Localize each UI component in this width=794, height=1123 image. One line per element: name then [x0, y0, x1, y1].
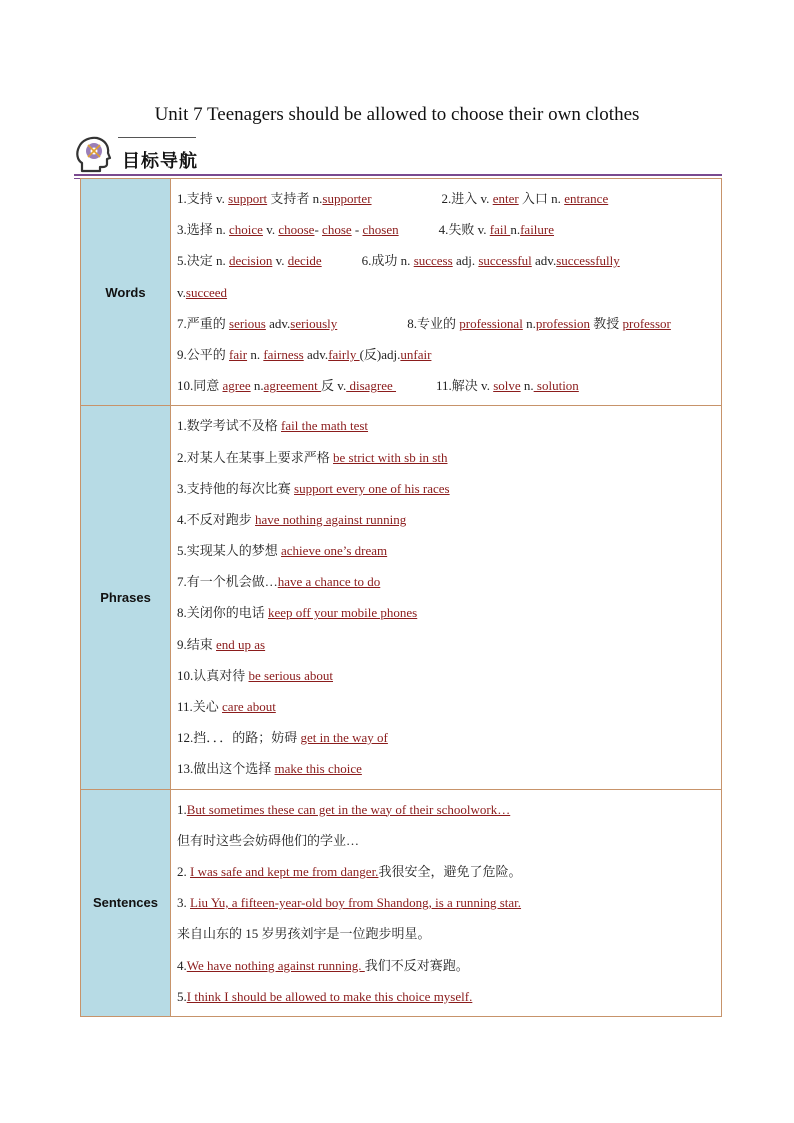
goal-title: 目标导航 — [122, 151, 198, 172]
sentences-body — [171, 790, 721, 1016]
word-prompt: n. — [510, 222, 521, 238]
word-answer: fail — [489, 222, 511, 238]
word-answer: solve — [493, 378, 521, 394]
word-answer: professional — [459, 315, 523, 331]
word-answer: decide — [287, 253, 322, 269]
word-answer: successful — [478, 253, 532, 269]
sentence-answer: I was safe and kept me from danger. — [190, 863, 379, 879]
word-prompt: n. — [520, 378, 534, 394]
sentences-label: Sentences — [81, 790, 171, 1016]
list-item — [177, 950, 713, 981]
word-prompt: n. — [250, 378, 264, 394]
phrase-prompt: 8.关闭你的电话 — [177, 605, 269, 621]
list-item — [177, 473, 713, 504]
phrase-answer: care about — [222, 699, 276, 714]
word-prompt: 8.专业的 — [407, 315, 460, 331]
word-prompt: 反 v. — [321, 378, 347, 394]
phrase-prompt: 10.认真对待 — [177, 667, 249, 683]
sentence-translation: 我很安全，避免了危险。 — [378, 863, 522, 879]
word-prompt: 1.支持 v. — [177, 191, 229, 206]
page-title: Unit 7 Teenagers should be allowed to choose their own clothes — [154, 104, 640, 125]
list-item — [177, 277, 713, 308]
word-answer: agreement — [263, 378, 322, 394]
list-item — [177, 370, 713, 401]
list-item — [177, 504, 713, 535]
word-answer: solution — [533, 378, 579, 394]
word-answer: enter — [492, 191, 519, 206]
word-prompt: adv. — [265, 315, 291, 331]
list-item — [177, 794, 713, 825]
list-item — [177, 442, 713, 473]
word-prompt: (反)adj. — [359, 346, 401, 362]
word-prompt: adv. — [531, 253, 557, 269]
list-item — [177, 535, 713, 566]
word-answer: entrance — [564, 191, 609, 206]
list-item — [177, 566, 713, 597]
word-answer: chose — [322, 222, 352, 238]
word-answer: professor — [622, 315, 671, 331]
sentences-section — [81, 789, 721, 1016]
word-answer: disagree — [346, 378, 397, 394]
word-prompt: 入口 n. — [518, 191, 565, 206]
word-answer: fairly — [328, 346, 360, 362]
head-gear-icon — [74, 135, 112, 175]
phrases-label: Phrases — [81, 406, 171, 788]
word-prompt: v. — [177, 284, 186, 300]
word-prompt: 11.解决 v. — [436, 378, 494, 394]
word-prompt: 4.失败 v. — [438, 222, 490, 238]
word-prompt: v. — [272, 253, 288, 269]
sentence-answer: But sometimes these can get in the way of their schoolwork… — [186, 801, 511, 817]
phrase-prompt: 13.做出这个选择 — [177, 761, 275, 777]
word-prompt: 6.成功 n. — [361, 253, 414, 269]
list-item — [177, 410, 713, 441]
word-prompt: 3.选择 n. — [177, 222, 230, 238]
word-answer: failure — [520, 222, 555, 238]
sentence-translation: 来自山东的 15 岁男孩刘宇是一位跑步明星。 — [177, 926, 431, 942]
word-answer: decision — [229, 253, 273, 269]
list-item — [177, 981, 713, 1012]
word-answer: agree — [222, 378, 251, 394]
word-prompt: 2.进入 v. — [441, 191, 493, 206]
word-prompt: 支持者 n. — [267, 191, 323, 206]
goal-header — [74, 135, 722, 179]
list-item — [177, 825, 713, 856]
list-item — [177, 918, 713, 949]
list-item — [177, 887, 713, 918]
word-prompt: - — [351, 222, 363, 238]
sentence-number: 2. — [177, 863, 190, 879]
divider — [118, 137, 196, 138]
word-answer: chosen — [362, 222, 399, 238]
phrase-answer: get in the way of — [300, 730, 388, 746]
word-prompt: 7.严重的 — [177, 315, 230, 331]
phrase-answer: keep off your mobile phones — [268, 605, 418, 621]
word-answer: fair — [229, 346, 248, 362]
list-item — [177, 660, 713, 691]
word-prompt: - — [314, 222, 323, 238]
phrase-prompt: 5.实现某人的梦想 — [177, 543, 282, 559]
phrase-prompt: 7.有一个机会做… — [177, 574, 278, 590]
sentence-translation: 但有时这些会妨碍他们的学业… — [177, 832, 360, 848]
content-table — [80, 178, 722, 1017]
word-answer: profession — [535, 315, 590, 331]
word-answer: fairness — [263, 346, 304, 362]
word-prompt: 10.同意 — [177, 378, 223, 394]
sentence-number: 3. — [177, 895, 190, 911]
word-prompt: adj. — [452, 253, 479, 269]
phrase-answer: fail the math test — [281, 418, 369, 434]
phrase-prompt: 12.挡．．．的路；妨碍 — [177, 730, 301, 746]
word-answer: choose — [278, 222, 315, 238]
phrase-answer: be serious about — [248, 667, 333, 683]
word-answer: successfully — [556, 253, 620, 269]
list-item — [177, 856, 713, 887]
word-prompt: n. — [247, 346, 264, 362]
phrases-section — [81, 405, 721, 788]
word-answer: success — [413, 253, 453, 269]
sentence-number: 4. — [177, 957, 187, 973]
phrase-prompt: 3.支持他的每次比赛 — [177, 480, 295, 496]
phrase-prompt: 2.对某人在某事上要求严格 — [177, 449, 334, 465]
sentence-answer: I think I should be allowed to make this choice myself. — [186, 988, 473, 1004]
phrases-body — [171, 406, 721, 788]
words-label: Words — [81, 179, 171, 405]
word-prompt: 教授 — [589, 315, 623, 331]
sentence-number: 5. — [177, 988, 187, 1004]
list-item — [177, 629, 713, 660]
sentence-answer: We have nothing against running. — [186, 957, 365, 973]
phrase-answer: be strict with sb in sth — [333, 449, 448, 465]
sentence-answer: Liu Yu, a fifteen-year-old boy from Shandong, is a running star. — [190, 895, 522, 911]
phrase-answer: achieve one’s dream — [281, 543, 388, 559]
phrase-answer: have a chance to do — [277, 574, 381, 590]
phrase-answer: end up as — [216, 636, 266, 652]
word-answer: choice — [229, 222, 263, 238]
words-section — [81, 179, 721, 405]
list-item — [177, 308, 713, 339]
word-prompt: n. — [522, 315, 536, 331]
word-prompt: 5.决定 n. — [177, 253, 230, 269]
list-item — [177, 597, 713, 628]
list-item — [177, 339, 713, 370]
list-item — [177, 245, 713, 276]
word-answer: unfair — [400, 346, 432, 362]
divider — [74, 174, 722, 176]
sentence-translation: 我们不反对赛跑。 — [364, 957, 469, 973]
sentence-number: 1. — [177, 801, 187, 817]
word-answer: seriously — [290, 315, 338, 331]
list-item — [177, 753, 713, 784]
words-body — [171, 179, 721, 405]
list-item — [177, 183, 713, 214]
word-prompt: v. — [262, 222, 279, 238]
word-prompt: adv. — [303, 346, 329, 362]
list-item — [177, 722, 713, 753]
word-answer: supporter — [322, 191, 372, 206]
phrase-prompt: 1.数学考试不及格 — [177, 418, 282, 434]
word-answer: serious — [229, 315, 266, 331]
phrase-prompt: 9.结束 — [177, 636, 217, 652]
word-answer: succeed — [185, 284, 228, 300]
word-answer: support — [228, 191, 268, 206]
list-item — [177, 691, 713, 722]
word-prompt: 9.公平的 — [177, 346, 230, 362]
list-item — [177, 214, 713, 245]
phrase-prompt: 11.关心 — [177, 699, 223, 714]
phrase-prompt: 4.不反对跑步 — [177, 511, 256, 527]
phrase-answer: support every one of his races — [294, 480, 450, 496]
phrase-answer: have nothing against running — [255, 511, 407, 527]
phrase-answer: make this choice — [274, 761, 362, 777]
